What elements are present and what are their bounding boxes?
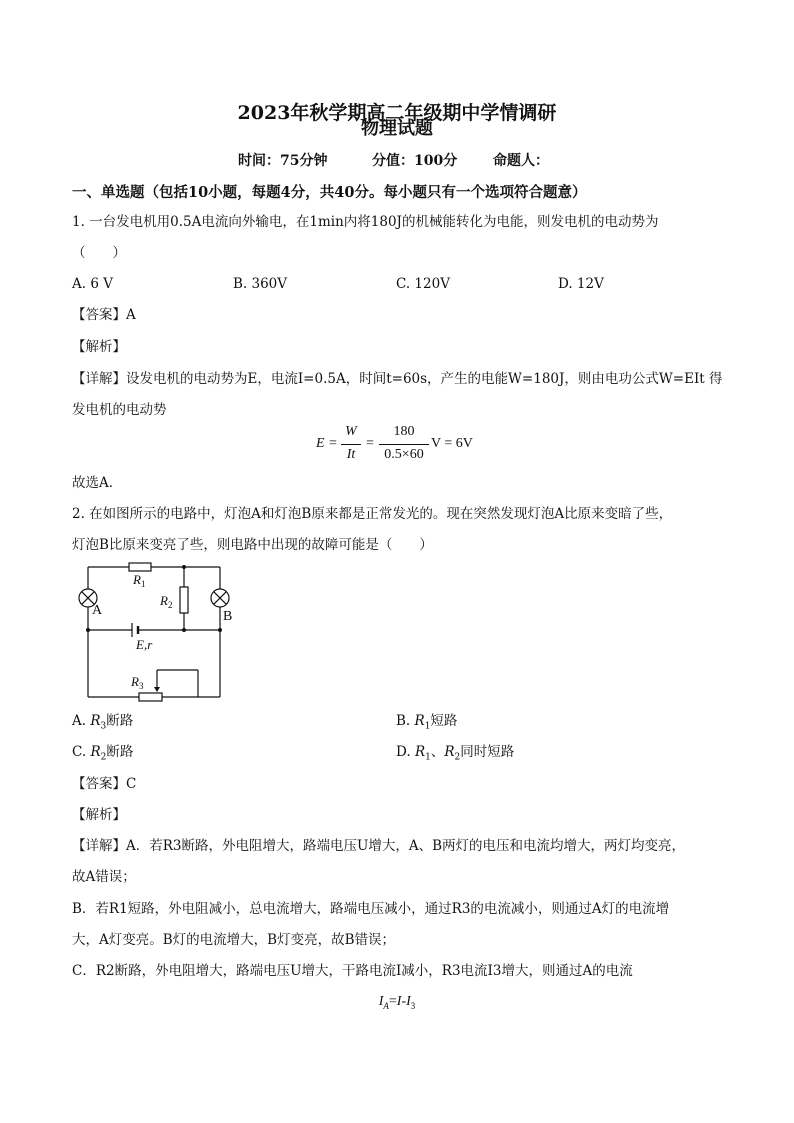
- q2-detail-b-line1: B．若R1短路，外电阻减小，总电流增大，路端电压减小，通过R3的电流减小，则通过A灯的电流增: [72, 901, 670, 917]
- q2-detail-a-line2: 故A错误；: [72, 869, 136, 885]
- eq-sign-2: =: [366, 436, 374, 451]
- junction-dot: [218, 628, 222, 632]
- q2-option-c: C. $R_2$断路: [72, 744, 134, 763]
- q1-conclusion: 故选A．: [72, 475, 123, 491]
- eq-lhs: E: [316, 436, 325, 451]
- label-r3: $R_3$: [131, 674, 144, 691]
- r1-resistor: [129, 563, 151, 571]
- q1-option-a: A. 6 V: [72, 276, 113, 292]
- eq-den2: 0.5×60: [384, 447, 424, 462]
- q1-detail-line1: 【详解】设发电机的电动势为E，电流I=0.5A，时间t=60s，产生的电能W=180J，则由电功公式W=EIt 得: [72, 371, 723, 387]
- q2-detail-b-line2: 大，A灯变亮。B灯的电流增大，B灯变亮，故B错误；: [72, 932, 396, 948]
- eq-num2: 180: [393, 424, 415, 439]
- eq-den1: It: [346, 447, 356, 462]
- circuit-diagram: [72, 560, 242, 705]
- q2-stem-line2: 灯泡B比原来变亮了些，则电路中出现的故障可能是（ ）: [72, 537, 433, 553]
- r2-resistor: [180, 587, 188, 613]
- label-r2: $R_2$: [160, 593, 173, 610]
- q2-stem-line1: 2. 在如图所示的电路中，灯泡A和灯泡B原来都是正常发光的。现在突然发现灯泡A比原来变暗了些，: [72, 506, 673, 522]
- eq-num1: W: [345, 424, 357, 439]
- q1-option-b: B. 360V: [233, 276, 288, 292]
- r3-rheostat: [139, 693, 162, 701]
- eq-rhs: V = 6V: [431, 436, 473, 451]
- q1-option-d: D. 12V: [558, 276, 604, 292]
- junction-dot: [182, 565, 186, 569]
- q2-option-d: D. $R_1$、$R_2$同时短路: [396, 744, 515, 763]
- label-source: E,r: [136, 637, 153, 652]
- eq-fraction-bar-1: [341, 444, 361, 445]
- q2-detail-c-line1: C．R2断路，外电阻增大，路端电压U增大，干路电流I减小，R3电流I3增大，则通过A的电流: [72, 963, 633, 979]
- q1-analysis-label: 【解析】: [72, 339, 126, 355]
- q1-stem-line1: 1. 一台发电机用0.5A电流向外输电，在1min内将180J的机械能转化为电能，则发电机的电动势为: [72, 214, 659, 230]
- exam-subject: 物理试题: [361, 118, 433, 139]
- q2-detail-a-line1: 【详解】A．若R3断路，外电阻增大，路端电压U增大，A、B两灯的电压和电流均增大，两灯均变亮，: [72, 838, 686, 854]
- junction-dot: [182, 628, 186, 632]
- q1-option-c: C. 120V: [396, 276, 450, 292]
- q1-answer: 【答案】A: [72, 307, 136, 323]
- q2-answer: 【答案】C: [72, 776, 137, 792]
- eq-fraction-bar-2: [379, 444, 429, 445]
- section-heading: 一、单选题（包括10小题，每题4分，共40分。每小题只有一个选项符合题意）: [72, 184, 587, 201]
- q2-analysis-label: 【解析】: [72, 807, 126, 823]
- q2-option-b: B. $R_1$短路: [396, 713, 458, 732]
- lamp-b-icon: [211, 589, 229, 607]
- label-lamp-a: A: [92, 603, 103, 618]
- score-label: 分值：100分: [372, 153, 458, 169]
- q1-detail-line2: 发电机的电动势: [72, 402, 167, 418]
- q2-option-a: A. $R_3$断路: [72, 713, 134, 732]
- q1-stem-line2: （ ）: [72, 245, 126, 261]
- exam-title: 2023年秋学期高二年级期中学情调研: [237, 102, 557, 124]
- q2-formula: $I_A=I-I_3$: [378, 994, 416, 1011]
- eq-sign-1: =: [329, 436, 337, 451]
- time-label: 时间：75分钟: [238, 153, 328, 169]
- label-lamp-b: B: [223, 609, 233, 624]
- label-r1: $R_1$: [133, 572, 146, 589]
- junction-dot: [86, 628, 90, 632]
- q1-equation: [316, 424, 496, 468]
- author-label: 命题人：: [493, 153, 549, 169]
